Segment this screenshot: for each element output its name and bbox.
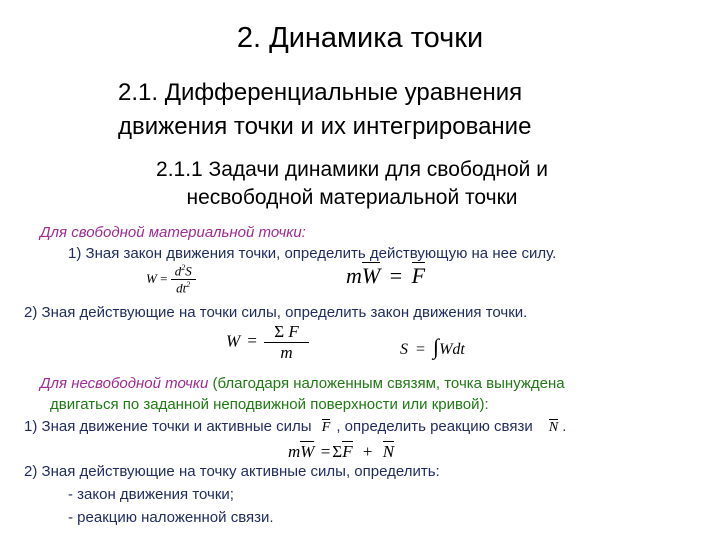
formula-acceleration-from-forces xyxy=(226,322,309,363)
free-point-item-2: 2) Зная действующие на точки силы, определить закон движения точки. xyxy=(24,304,528,321)
fraction-numerator: $d^2S$ xyxy=(171,263,196,280)
formula-vector-n: N xyxy=(548,420,559,435)
formula-symbol-w: W xyxy=(146,270,157,286)
fraction-denominator: m xyxy=(280,343,293,362)
page-title: 2. Динамика точки xyxy=(236,22,484,54)
formula-plus: + xyxy=(362,442,373,461)
formula-symbol-w: W xyxy=(439,341,453,358)
constrained-point-item-2: 2) Зная действующие на точку активные силы, определить: xyxy=(24,463,440,480)
formula-acceleration xyxy=(146,263,196,297)
section-heading-line1: 2.1. Дифференциальные уравнения xyxy=(118,79,523,106)
formula-symbol-w: W xyxy=(226,331,241,351)
formula-fraction xyxy=(264,322,309,363)
formula-vector-w: W xyxy=(361,263,381,288)
fraction-denominator: $dt^2$ xyxy=(176,280,191,296)
constrained-point-bullet-1: - закон движения точки; xyxy=(68,486,234,503)
formula-fraction xyxy=(171,263,196,297)
formula-vector-f: F xyxy=(411,263,426,288)
free-point-heading: Для свободной материальной точки: xyxy=(40,224,306,241)
formula-sigma: Σ xyxy=(332,442,343,461)
formula-dt: dt xyxy=(452,341,465,358)
formula-vector-f: F xyxy=(321,420,331,435)
section-heading-line2: движения точки и их интегрирование xyxy=(118,113,532,140)
integral-sign: ∫ xyxy=(433,334,440,359)
formula-symbol-m: m xyxy=(288,442,301,461)
formula-vector-f: F xyxy=(342,442,353,461)
formula-equals: = xyxy=(416,341,426,358)
formula-newton-second-law xyxy=(346,262,425,289)
formula-equals: = xyxy=(247,331,258,351)
formula-symbol-m: m xyxy=(346,263,362,288)
constrained-point-note: (благодаря наложенным связям, точка вынуждена xyxy=(212,375,565,392)
constrained-point-note-line-2: двигаться по заданной неподвижной поверхности или кривой): xyxy=(50,396,489,413)
formula-equals: = xyxy=(320,442,331,461)
item-1-text-middle: , определить реакцию связи xyxy=(336,418,533,435)
fraction-numerator: Σ F xyxy=(264,322,309,343)
constrained-point-bullet-2: - реакцию наложенной связи. xyxy=(68,509,274,526)
item-1-text-end: . xyxy=(562,418,567,435)
formula-vector-w: W xyxy=(300,442,315,461)
formula-vector-n: N xyxy=(382,442,395,461)
free-point-item-1: 1) Зная закон движения точки, определить действующую на нее силу. xyxy=(68,245,557,262)
item-1-text-start: 1) Зная движение точки и активные силы xyxy=(24,418,312,435)
constrained-point-line-1 xyxy=(40,375,565,392)
formula-path-integral xyxy=(400,334,465,360)
formula-symbol-s: S xyxy=(400,341,408,358)
subsection-heading-line2: несвободной материальной точки xyxy=(186,186,518,209)
section-heading xyxy=(118,76,531,144)
subsection-heading-line1: 2.1.1 Задачи динамики для свободной и xyxy=(156,158,548,181)
formula-constrained-motion xyxy=(288,441,394,462)
constrained-point-heading: Для несвободной точки xyxy=(40,375,209,392)
formula-equals: = xyxy=(389,263,403,288)
constrained-point-item-1 xyxy=(24,418,566,436)
subsection-heading xyxy=(112,156,592,212)
formula-equals: = xyxy=(160,270,168,286)
